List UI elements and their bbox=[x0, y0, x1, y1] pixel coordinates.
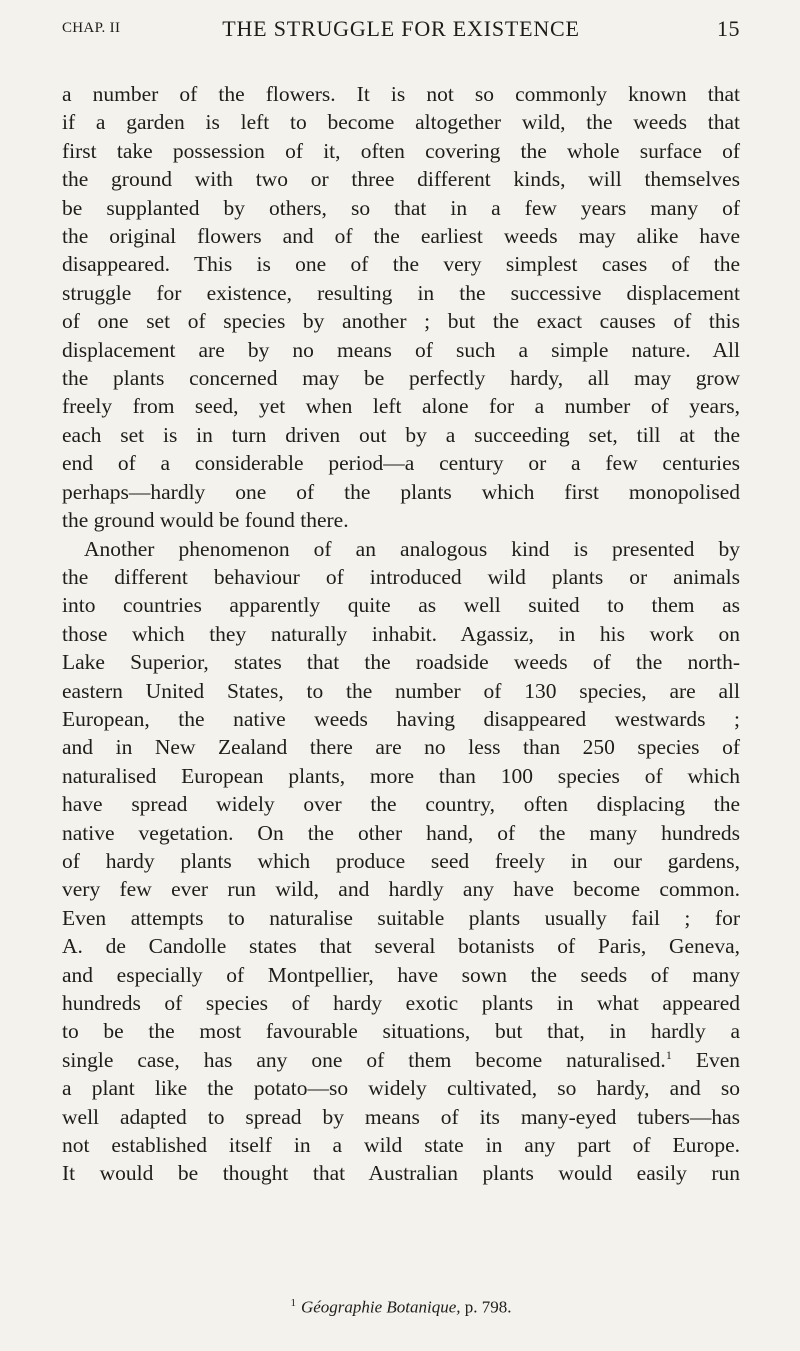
text-line: the ground would be found there. bbox=[62, 508, 349, 533]
text-line: European, the native weeds having disappeared westwards ; bbox=[62, 706, 740, 731]
text-line: if a garden is left to become altogether wild, the weeds that bbox=[62, 110, 740, 135]
text-fragment: single case, has any one of them become naturalised. bbox=[62, 1047, 666, 1072]
paragraph-1 bbox=[62, 80, 740, 535]
text-line: A. de Candolle states that several botanists of Paris, Geneva, bbox=[62, 934, 740, 959]
text-line: to be the most favourable situations, but that, in hardly a bbox=[62, 1019, 740, 1044]
chapter-label: CHAP. II bbox=[62, 20, 121, 36]
text-line: first take possession of it, often covering the whole surface of bbox=[62, 138, 740, 163]
text-line: a plant like the potato—so widely cultivated, so hardy, and so bbox=[62, 1076, 740, 1101]
text-line-with-note bbox=[62, 1046, 740, 1074]
text-line: the ground with two or three different kinds, will themselves bbox=[62, 167, 740, 192]
text-line: Another phenomenon of an analogous kind is presented by bbox=[84, 536, 740, 561]
running-title: THE STRUGGLE FOR EXISTENCE bbox=[222, 16, 580, 41]
text-line: be supplanted by others, so that in a few years many of bbox=[62, 195, 740, 220]
text-line: each set is in turn driven out by a succeeding set, till at the bbox=[62, 422, 740, 447]
text-line: very few ever run wild, and hardly any have become common. bbox=[62, 877, 740, 902]
text-line: and in New Zealand there are no less than 250 species of bbox=[62, 735, 740, 760]
text-line: naturalised European plants, more than 100 species of which bbox=[62, 763, 740, 788]
text-line: perhaps—hardly one of the plants which first monopolised bbox=[62, 479, 740, 504]
text-line: of hardy plants which produce seed freely in our gardens, bbox=[62, 848, 740, 873]
text-line: disappeared. This is one of the very simplest cases of the bbox=[62, 252, 740, 277]
text-line: the original flowers and of the earliest weeds may alike have bbox=[62, 224, 740, 249]
text-line: struggle for existence, resulting in the successive displacement bbox=[62, 280, 740, 305]
page-number: 15 bbox=[717, 16, 740, 41]
footnote-mark: 1 bbox=[290, 1297, 296, 1309]
text-line: Lake Superior, states that the roadside weeds of the north- bbox=[62, 650, 740, 675]
text-line: hundreds of species of hardy exotic plants in what appeared bbox=[62, 991, 740, 1015]
text-line: well adapted to spread by means of its many-eyed tubers—has bbox=[62, 1104, 740, 1129]
text-fragment: Even bbox=[695, 1047, 740, 1072]
text-line: It would be thought that Australian plants would easily run bbox=[62, 1161, 740, 1186]
text-line: displacement are by no means of such a simple nature. All bbox=[62, 337, 740, 362]
footnote bbox=[62, 1297, 740, 1318]
text-line: end of a considerable period—a century or a few centuries bbox=[62, 451, 740, 476]
text-line: the different behaviour of introduced wild plants or animals bbox=[62, 564, 740, 589]
footnote-page: p. 798. bbox=[464, 1297, 512, 1317]
body-text bbox=[62, 80, 740, 1188]
text-line: the plants concerned may be perfectly hardy, all may grow bbox=[62, 366, 740, 391]
text-line: a number of the flowers. It is not so commonly known that bbox=[62, 82, 740, 106]
paragraph-2 bbox=[62, 535, 740, 1188]
running-head bbox=[62, 14, 740, 46]
text-line: not established itself in a wild state in any part of Europe. bbox=[62, 1133, 740, 1158]
text-line: Even attempts to naturalise suitable plants usually fail ; for bbox=[62, 905, 740, 930]
footnote-reference[interactable]: 1 bbox=[665, 1047, 672, 1062]
text-line: eastern United States, to the number of 130 species, are all bbox=[62, 678, 740, 703]
text-line: those which they naturally inhabit. Agassiz, in his work on bbox=[62, 621, 740, 646]
text-line: freely from seed, yet when left alone for a number of years, bbox=[62, 394, 740, 419]
text-line: have spread widely over the country, often displacing the bbox=[62, 792, 740, 817]
footnote-title: Géographie Botanique, bbox=[300, 1297, 461, 1317]
text-line: and especially of Montpellier, have sown the seeds of many bbox=[62, 962, 740, 987]
text-line: into countries apparently quite as well suited to them as bbox=[62, 593, 740, 618]
text-line: native vegetation. On the other hand, of the many hundreds bbox=[62, 820, 740, 845]
text-line: of one set of species by another ; but the exact causes of this bbox=[62, 309, 740, 334]
